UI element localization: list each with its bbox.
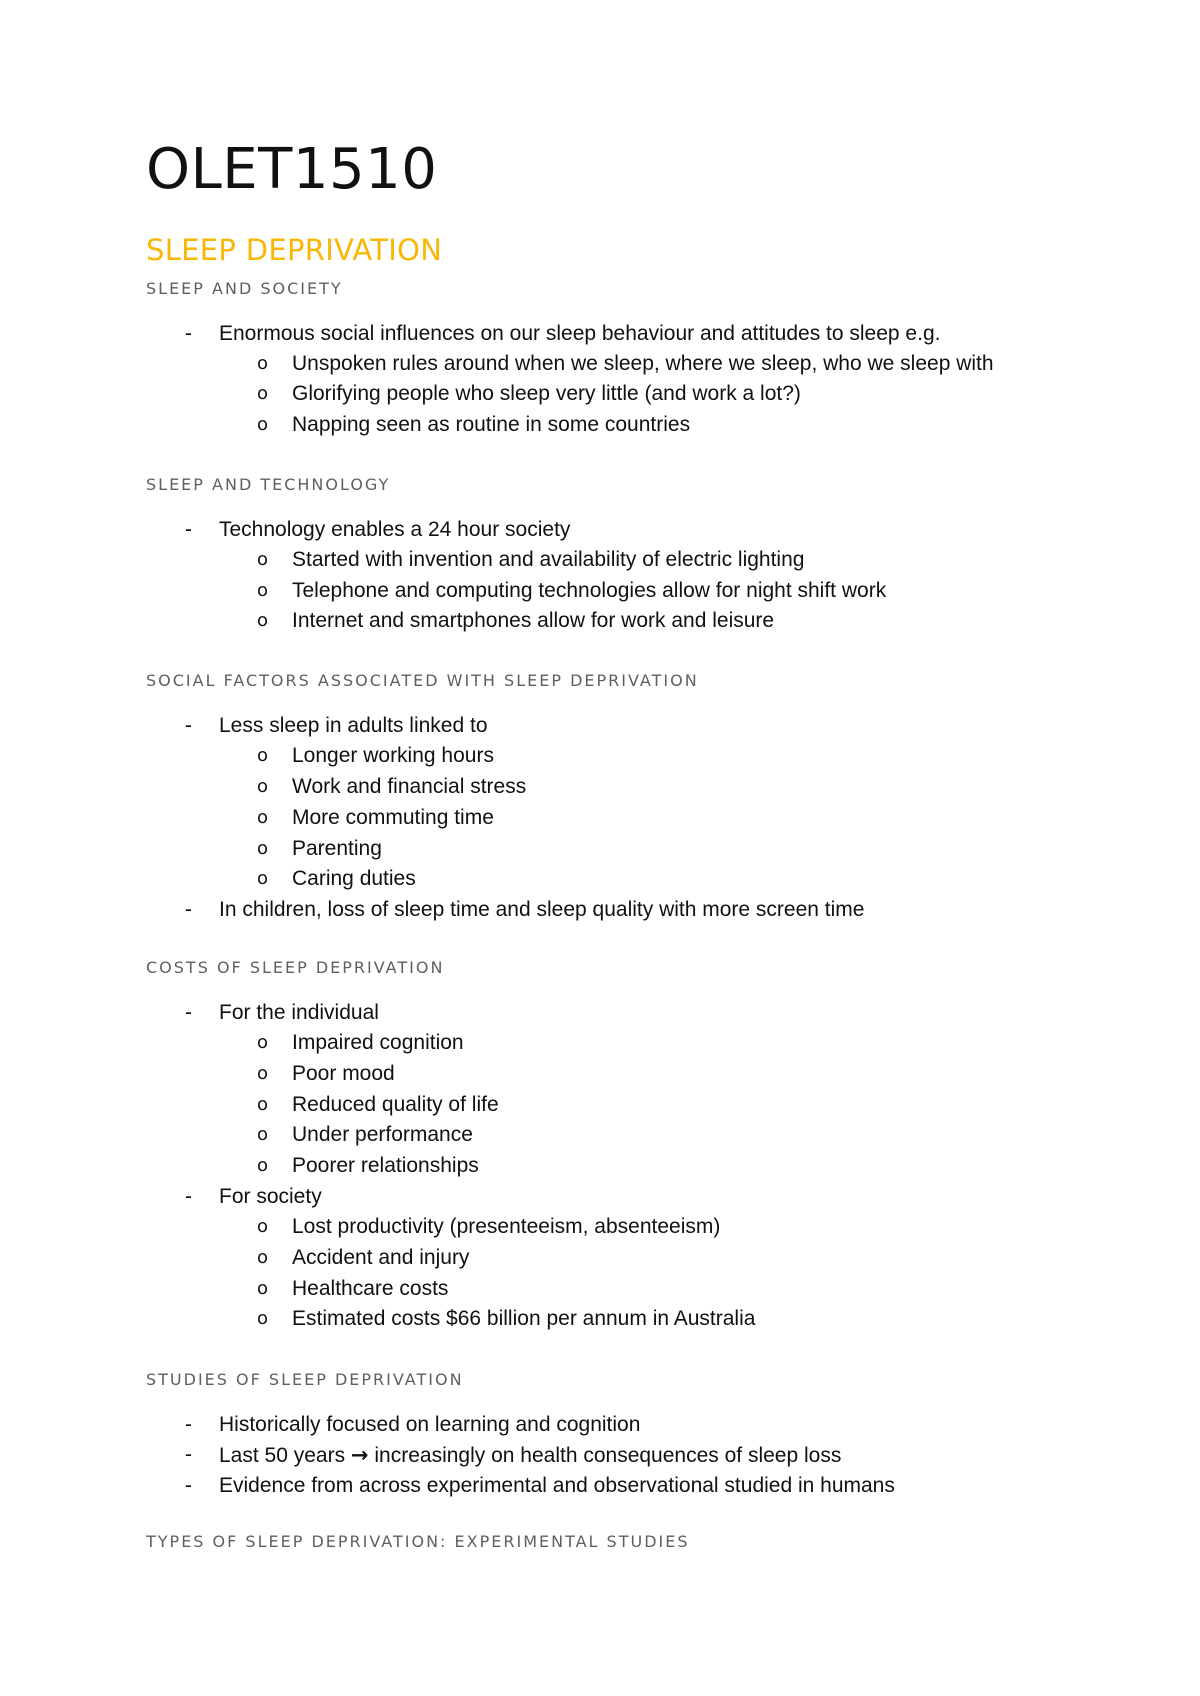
list-item — [0, 1091, 1200, 1119]
dash-bullet: - — [185, 1413, 192, 1436]
list-item — [0, 1183, 1200, 1211]
list-item-text: Internet and smartphones allow for work and leisure — [292, 609, 775, 632]
circle-bullet: o — [257, 807, 269, 828]
list-item — [0, 999, 1200, 1027]
list-item-text: Reduced quality of life — [292, 1093, 499, 1116]
list-item — [0, 546, 1200, 574]
list-item-text: Work and financial stress — [292, 775, 527, 798]
list-item — [0, 411, 1200, 439]
circle-bullet: o — [257, 1032, 269, 1053]
list-item-text: Enormous social influences on our sleep behaviour and attitudes to sleep e.g. — [219, 322, 941, 345]
list-item-text: Napping seen as routine in some countries — [292, 413, 691, 436]
list-item — [0, 804, 1200, 832]
dash-bullet: - — [185, 1443, 192, 1466]
list-item — [0, 1121, 1200, 1149]
dash-bullet: - — [185, 714, 192, 737]
list-item-text: Caring duties — [292, 867, 416, 890]
list-item — [0, 742, 1200, 770]
list-item-text: Evidence from across experimental and observational studied in humans — [219, 1474, 895, 1497]
document-title: OLET1510 — [146, 137, 438, 202]
list-item-text: Lost productivity (presenteeism, absenteeism) — [292, 1215, 721, 1238]
list-item-text: Less sleep in adults linked to — [219, 714, 488, 737]
list-item-text: Poor mood — [292, 1062, 395, 1085]
list-item — [0, 380, 1200, 408]
dash-bullet: - — [185, 1185, 192, 1208]
list-item — [0, 712, 1200, 740]
list-item-text: Unspoken rules around when we sleep, where we sleep, who we sleep with — [292, 352, 994, 375]
circle-bullet: o — [257, 1155, 269, 1176]
list-item — [0, 773, 1200, 801]
list-item — [0, 1244, 1200, 1272]
list-item-text: Healthcare costs — [292, 1277, 449, 1300]
circle-bullet: o — [257, 1308, 269, 1329]
list-item-text: Parenting — [292, 837, 382, 860]
circle-bullet: o — [257, 549, 269, 570]
list-item — [0, 1029, 1200, 1057]
section-title: SLEEP DEPRIVATION — [146, 233, 443, 267]
list-item-text: Telephone and computing technologies allow for night shift work — [292, 579, 887, 602]
list-item — [0, 835, 1200, 863]
list-item — [0, 350, 1200, 378]
list-item — [0, 320, 1200, 348]
circle-bullet: o — [257, 1063, 269, 1084]
circle-bullet: o — [257, 868, 269, 889]
circle-bullet: o — [257, 1247, 269, 1268]
list-item — [0, 1152, 1200, 1180]
list-item — [0, 1472, 1200, 1500]
subheading-types: TYPES OF SLEEP DEPRIVATION: EXPERIMENTAL STUDIES — [146, 1532, 690, 1551]
list-item — [0, 1441, 1200, 1469]
circle-bullet: o — [257, 610, 269, 631]
list-item-text-part: Last 50 years — [219, 1444, 346, 1467]
list-item-text: Accident and injury — [292, 1246, 470, 1269]
list-item-text: Longer working hours — [292, 744, 494, 767]
circle-bullet: o — [257, 353, 269, 374]
circle-bullet: o — [257, 383, 269, 404]
list-item-text: More commuting time — [292, 806, 494, 829]
list-item-text: Poorer relationships — [292, 1154, 479, 1177]
circle-bullet: o — [257, 580, 269, 601]
circle-bullet: o — [257, 745, 269, 766]
list-item-text: In children, loss of sleep time and sleep quality with more screen time — [219, 898, 865, 921]
list-item-text — [219, 1441, 841, 1470]
circle-bullet: o — [257, 1124, 269, 1145]
list-item — [0, 607, 1200, 635]
list-item — [0, 1060, 1200, 1088]
list-item — [0, 516, 1200, 544]
dash-bullet: - — [185, 1001, 192, 1024]
list-item-text: Estimated costs $66 billion per annum in Australia — [292, 1307, 756, 1330]
circle-bullet: o — [257, 776, 269, 797]
list-item — [0, 1305, 1200, 1333]
circle-bullet: o — [257, 1216, 269, 1237]
circle-bullet: o — [257, 1094, 269, 1115]
dash-bullet: - — [185, 898, 192, 921]
subheading-sleep-and-society: SLEEP AND SOCIETY — [146, 279, 343, 298]
list-item — [0, 1275, 1200, 1303]
list-item-text: Impaired cognition — [292, 1031, 464, 1054]
list-item-text: Started with invention and availability of electric lighting — [292, 548, 805, 571]
list-item — [0, 865, 1200, 893]
list-item-text: Under performance — [292, 1123, 473, 1146]
list-item-text: Technology enables a 24 hour society — [219, 518, 571, 541]
list-item — [0, 1213, 1200, 1241]
list-item-text-part: increasingly on health consequences of sleep loss — [374, 1444, 842, 1467]
dash-bullet: - — [185, 322, 192, 345]
list-item-text: Glorifying people who sleep very little (and work a lot?) — [292, 382, 801, 405]
list-item — [0, 577, 1200, 605]
subheading-studies: STUDIES OF SLEEP DEPRIVATION — [146, 1370, 464, 1389]
arrow-right-icon: → — [350, 1443, 369, 1467]
subheading-costs: COSTS OF SLEEP DEPRIVATION — [146, 958, 445, 977]
list-item-text: Historically focused on learning and cognition — [219, 1413, 641, 1436]
subheading-social-factors: SOCIAL FACTORS ASSOCIATED WITH SLEEP DEPRIVATION — [146, 671, 699, 690]
list-item — [0, 1411, 1200, 1439]
circle-bullet: o — [257, 838, 269, 859]
dash-bullet: - — [185, 518, 192, 541]
list-item — [0, 896, 1200, 924]
list-item-text: For society — [219, 1185, 322, 1208]
list-item-text: For the individual — [219, 1001, 379, 1024]
subheading-sleep-and-technology: SLEEP AND TECHNOLOGY — [146, 475, 391, 494]
circle-bullet: o — [257, 1278, 269, 1299]
dash-bullet: - — [185, 1474, 192, 1497]
circle-bullet: o — [257, 414, 269, 435]
